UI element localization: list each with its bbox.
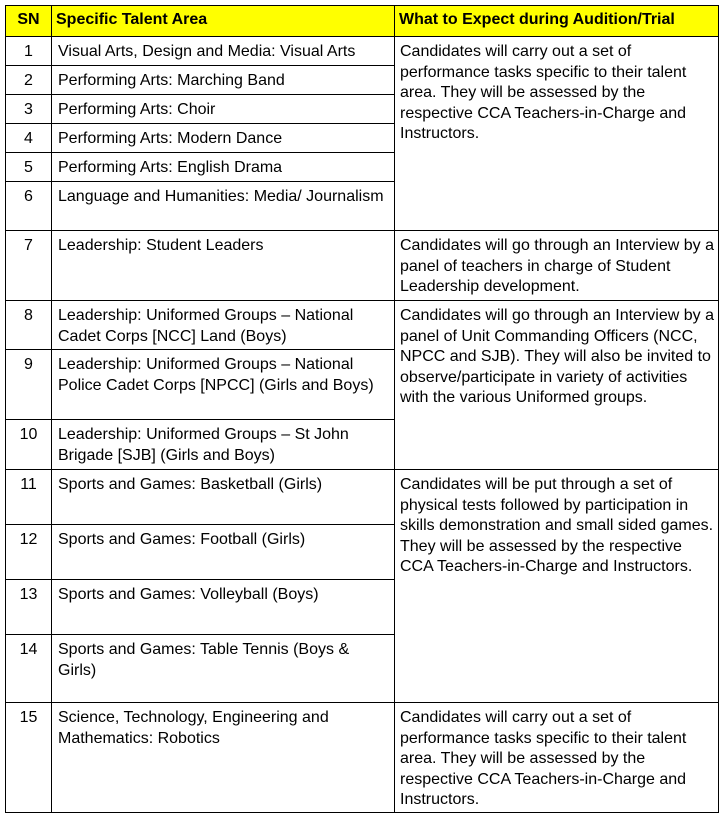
row-sn: 6 <box>6 182 52 231</box>
row-sn: 1 <box>6 37 52 66</box>
row-talent-area: Sports and Games: Table Tennis (Boys & Girls) <box>52 635 395 703</box>
row-sn: 9 <box>6 350 52 420</box>
row-sn: 14 <box>6 635 52 703</box>
row-sn: 15 <box>6 703 52 813</box>
row-talent-area: Performing Arts: Marching Band <box>52 66 395 95</box>
row-sn: 3 <box>6 95 52 124</box>
row-sn: 10 <box>6 420 52 470</box>
row-talent-area: Sports and Games: Basketball (Girls) <box>52 470 395 525</box>
row-talent-area: Sports and Games: Football (Girls) <box>52 525 395 580</box>
row-talent-area: Leadership: Uniformed Groups – National Cadet Corps [NCC] Land (Boys) <box>52 301 395 350</box>
row-talent-area: Leadership: Uniformed Groups – St John Brigade [SJB] (Girls and Boys) <box>52 420 395 470</box>
row-sn: 11 <box>6 470 52 525</box>
talent-area-table <box>5 5 719 813</box>
row-expectation: Candidates will go through an Interview by a panel of teachers in charge of Student Leadership development. <box>395 231 719 301</box>
row-talent-area: Leadership: Student Leaders <box>52 231 395 301</box>
table-row <box>6 37 719 66</box>
row-talent-area: Sports and Games: Volleyball (Boys) <box>52 580 395 635</box>
table-row <box>6 301 719 350</box>
row-talent-area: Performing Arts: Modern Dance <box>52 124 395 153</box>
table-row <box>6 470 719 525</box>
row-sn: 12 <box>6 525 52 580</box>
row-talent-area: Science, Technology, Engineering and Mathematics: Robotics <box>52 703 395 813</box>
header-row <box>6 6 719 37</box>
row-talent-area: Language and Humanities: Media/ Journalism <box>52 182 395 231</box>
row-talent-area: Performing Arts: English Drama <box>52 153 395 182</box>
header-expectations: What to Expect during Audition/Trial <box>395 6 719 37</box>
table-row <box>6 703 719 813</box>
row-sn: 7 <box>6 231 52 301</box>
row-expectation: Candidates will be put through a set of physical tests followed by participation in skills demonstration and small sided games. They will be assessed by the respective CCA Teachers-in-Charge and Instructors. <box>395 470 719 703</box>
header-talent-area: Specific Talent Area <box>52 6 395 37</box>
header-sn: SN <box>6 6 52 37</box>
row-expectation: Candidates will go through an Interview by a panel of Unit Commanding Officers (NCC, NPCC and SJB). They will also be invited to observe/participate in variety of activities with the various Uniformed groups. <box>395 301 719 470</box>
row-sn: 13 <box>6 580 52 635</box>
row-sn: 8 <box>6 301 52 350</box>
row-sn: 4 <box>6 124 52 153</box>
table-row <box>6 231 719 301</box>
row-talent-area: Visual Arts, Design and Media: Visual Arts <box>52 37 395 66</box>
row-expectation: Candidates will carry out a set of performance tasks specific to their talent area. They will be assessed by the respective CCA Teachers-in-Charge and Instructors. <box>395 703 719 813</box>
row-expectation: Candidates will carry out a set of performance tasks specific to their talent area. They will be assessed by the respective CCA Teachers-in-Charge and Instructors. <box>395 37 719 231</box>
row-talent-area: Leadership: Uniformed Groups – National Police Cadet Corps [NPCC] (Girls and Boys) <box>52 350 395 420</box>
row-sn: 2 <box>6 66 52 95</box>
row-talent-area: Performing Arts: Choir <box>52 95 395 124</box>
row-sn: 5 <box>6 153 52 182</box>
